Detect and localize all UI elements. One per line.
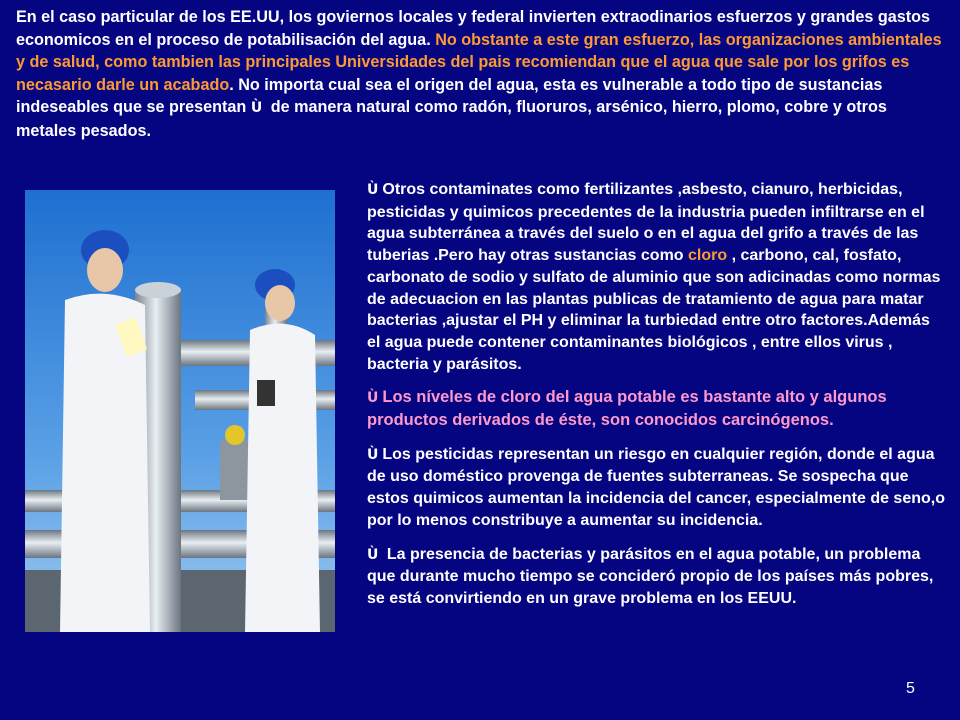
intro-text-1: En el caso particular de los EE.UU, los goviernos locales y federal invierten extraodinarios esfuerzos y grandes gastos economicos en el proceso de potabilisación del agua. bbox=[16, 8, 931, 49]
bullet-text-cont: , carbono, cal, fosfato, carbonato de sodio y sulfato de aluminio que son adicinadas como normas de adecuacion en las plantas publicas de tratamiento de agua para matar bacterias ,ajustar el PH y eliminar la turbiedad entre otro factores.Además el agua puede contener contaminantes biológicos , entre ellos virus , bacteria y parásitos. bbox=[367, 247, 941, 373]
arrow-bullet-icon: Ù bbox=[367, 446, 379, 463]
bullet-list bbox=[367, 179, 945, 622]
bullet-text: La presencia de bacterias y parásitos en el agua potable, un problema que durante mucho tiempo se concideró propio de los países más pobres, se está convirtiendo en un grave problema en los EEUU. bbox=[367, 545, 934, 607]
bullet-item-pesticides bbox=[367, 444, 945, 532]
bullet-item-contaminants bbox=[367, 179, 945, 375]
page-number: 5 bbox=[906, 680, 915, 697]
bullet-text: Otros contaminates como fertilizantes ,asbesto, cianuro, herbicidas, pesticidas y quimicos precedentes de la industria pueden infiltrarse en el agua subterránea a través del suelo o en el agua del grifo a través de las tuberias .Pero hay otras sustancias como bbox=[367, 181, 925, 265]
scientists-photo bbox=[25, 190, 335, 632]
intro-text-2: . No importa cual sea el origen del agua, esta es vulnerable a todo tipo de sustancias indeseables que se presentan bbox=[16, 75, 883, 116]
arrow-bullet-icon: Ù bbox=[250, 100, 263, 116]
arrow-bullet-icon: Ù bbox=[367, 390, 379, 407]
bullet-item-bacteria bbox=[367, 544, 945, 610]
arrow-bullet-icon: Ù bbox=[367, 546, 379, 563]
intro-text-3: de manera natural como radón, fluoruros, arsénico, hierro, plomo, cobre y otros metales pesados. bbox=[16, 98, 887, 140]
bullet-item-chlorine bbox=[367, 387, 945, 431]
intro-paragraph bbox=[16, 6, 946, 142]
bullet-text: Los pesticidas representan un riesgo en cualquier región, donde el agua de uso doméstico provenga de fuentes subterraneas. Se sospecha que estos quimicos aumentan la incidencia del cancer, especialmente de seno,o por lo menos constribuye a aumentar su incidencia. bbox=[367, 445, 945, 529]
bullet-text: Los níveles de cloro del agua potable es bastante alto y algunos productos derivados de éste, son conocidos carcinógenos. bbox=[367, 388, 887, 430]
intro-text-highlight: No obstante a este gran esfuerzo, las organizaciones ambientales y de salud, como tambien las principales Universidades del pais recomiendan que el agua que sale por los grifos es necasario darle un acabado bbox=[16, 30, 942, 94]
arrow-bullet-icon: Ù bbox=[367, 182, 379, 198]
scientists-illustration bbox=[25, 190, 335, 632]
highlight-cloro: cloro bbox=[688, 247, 728, 265]
